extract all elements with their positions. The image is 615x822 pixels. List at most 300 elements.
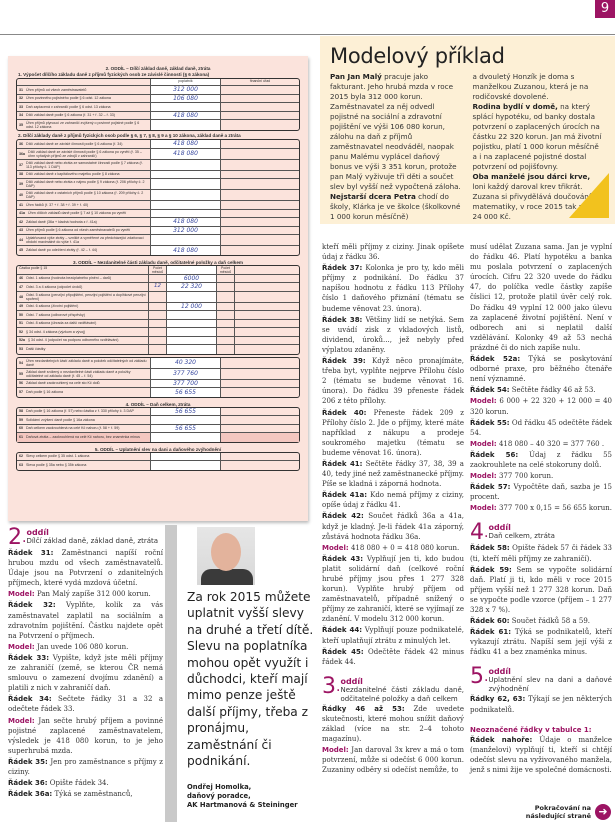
paragraph-text: Vyplňují pouze podnikatelé, kteří uplatňují ztrátu z minulých let. [322, 626, 464, 645]
row-number: 55 [19, 371, 23, 376]
row-paragraph [470, 354, 612, 384]
row-value: 312 000 [151, 227, 221, 235]
form-row [17, 337, 299, 346]
row-value [151, 235, 221, 245]
section-3-heading: 3 . oddíl Nezdanitelné části základu daně, odčitatelné položky a daň celkem [322, 673, 464, 703]
form-box-3 [16, 265, 300, 355]
form-row [17, 171, 299, 180]
row-months [149, 328, 167, 336]
form-row [17, 227, 299, 236]
form-row [17, 160, 299, 171]
row-value [151, 120, 221, 130]
row-label [17, 120, 151, 130]
row-office-value [221, 380, 299, 388]
paragraph-text: Vypište, když jste měli příjmy ze zahraničí (země, se kterou ČR nemá smlouvu o zamezení dvojímu zdanění) a platili z nich v zahraničí daň. [8, 653, 163, 693]
form-row [17, 275, 299, 284]
section-title: Nezdanitelné části základu daně, odčitatelné položky a daň celkem [340, 685, 464, 703]
row-description: Dílčí základ daně ze závislé činnosti podle § 6 zákona (ř. 34) [26, 141, 123, 146]
section-title: Daň celkem, ztráta [488, 532, 555, 541]
author-role: daňový poradce, [187, 792, 251, 800]
model-col-1 [330, 72, 463, 222]
paragraph-text: Jan daroval 3x krev a má o tom potvrzení, může si odečíst 6 000 korun. Zuzaniny odběry si odečíst nemůže, to [322, 746, 464, 775]
form-row [17, 179, 299, 190]
row-number: 58 [19, 409, 23, 414]
form-row [17, 408, 299, 417]
row-office-value [235, 320, 299, 328]
row-months-2 [217, 337, 235, 345]
row-office-value [235, 303, 299, 311]
form-row [17, 120, 299, 130]
row-label [17, 149, 151, 159]
row-office-value [221, 433, 299, 442]
row-label: Řádek 60: [470, 617, 510, 626]
row-label [17, 380, 151, 388]
row-months [149, 292, 167, 302]
row-office-value [235, 275, 299, 283]
form-box-1 [16, 78, 300, 131]
row-paragraph [322, 704, 464, 744]
row-office-value [221, 86, 299, 94]
row-months-2 [217, 303, 235, 311]
row-description: Dílčí základ daně nebo ztráta z nájmu podle § 9 zákona (ř. 206 přílohy č. 2 DAP) [26, 180, 145, 188]
paragraph-text: Údaje o manželce (manželovi) vyplňují ti, kteří si chtějí odečíst slevu na vyživovaného manžela, jenž s nimi žije ve společné domácnosti. [470, 735, 612, 775]
article-column-1 [8, 525, 163, 800]
row-paragraph [322, 647, 464, 667]
row-value: 377 760 [151, 369, 221, 379]
model-title: Modelový příklad [330, 44, 505, 68]
form-row [17, 112, 299, 121]
row-label [17, 358, 151, 368]
row-value [167, 345, 217, 354]
model-paragraph [8, 589, 163, 599]
form-row [17, 425, 299, 434]
row-label: Řádek 58: [470, 544, 510, 553]
model-paragraph [330, 192, 463, 222]
row-number: 45 [19, 248, 23, 253]
section-label: oddíl [488, 523, 511, 533]
paragraph-text: 377 700 korun. [496, 472, 554, 481]
row-label [17, 320, 149, 328]
row-number: 41a [19, 211, 25, 216]
form-row [17, 95, 299, 104]
row-description: Základ daně (36a + kladná hodnota z ř. 41a) [26, 219, 97, 224]
form-section-3-title: 3. ODDÍL – Nezdanitelné části základu daně, odčitatelné položky a daň celkem [73, 259, 243, 265]
form-row [17, 103, 299, 112]
row-months [149, 311, 167, 319]
row-value [167, 320, 217, 328]
model-lead: Nejstarší dcera Petra [330, 192, 416, 201]
row-months-2 [217, 292, 235, 302]
row-label: Řádek 36a: [8, 790, 53, 799]
row-months-2 [217, 320, 235, 328]
model-label: Model: [8, 716, 35, 725]
row-label: Řádek 54: [470, 386, 510, 395]
row-label [17, 218, 151, 226]
row-number: 52 [19, 329, 23, 334]
row-label [17, 345, 149, 354]
paragraph-text: Odečtěte řádek 42 minus řádek 44. [322, 647, 464, 666]
form-row [17, 140, 299, 149]
paragraph-text: Pan Malý zapíše 312 000 korun. [34, 590, 151, 599]
row-value [151, 190, 221, 200]
form-row [17, 320, 299, 329]
row-description: Dílčí základ daně z ostatních příjmů podle § 10 zákona (ř. 209 přílohy č. 2 DAP) [26, 191, 144, 199]
row-months [149, 345, 167, 354]
row-label [17, 210, 151, 218]
row-description: Úhrn příjmů plynoucí ze zahraničí zvýšený o povinné pojistné podle § 6 odst. 12 zákona [26, 121, 140, 129]
row-number: 40 [19, 193, 23, 197]
row-office-value [221, 461, 299, 470]
paragraph-text: Sečtěte řádky 46 až 53. [509, 386, 596, 395]
row-label: Řádek 44: [322, 626, 363, 635]
row-office-value [221, 210, 299, 218]
paragraph-text: Kolonka je pro ty, kdo měli příjmy z podnikání. Do řádku 37 napíšou hodnotu z řádku 113 Přílohy číslo 1 daňového přiznání (tématu se budeme věnovat 23. února). [322, 264, 464, 313]
paragraph-text: Vypočtěte daň, sazba je 15 procent. [470, 483, 612, 502]
model-text: na který splácí hypotéku, od banky dostala potvrzení o zaplacených úrocích na částku 22 320 korun. Jan má životní pojistku, platí 1 000 korun měsíčně a i na zaplacené pojistné dostal potvrzení od pojišťovny. [472, 102, 602, 171]
row-value: 22 320 [167, 283, 217, 291]
row-description: Odst. 3 a 4 zákona (odpočet úroků) [26, 284, 83, 289]
model-label: Model: [470, 504, 497, 513]
row-label [17, 303, 149, 311]
row-description: Dílčí základ daně nebo ztráta ze samostatné činnosti podle § 7 zákona (ř. 113 přílohy č. 1 DAP) [26, 160, 143, 169]
tax-form-image [8, 56, 308, 521]
model-label: Model: [470, 439, 497, 448]
row-number: 47 [19, 284, 23, 289]
row-description: Odst. 5 zákona (penzijní připojištění, penzijní pojištění a doplňkové penzijní spoření) [26, 292, 146, 301]
paragraph-text: Jan sečte hrubý příjem a povinné pojistné zaplacené zaměstnavatelem, výsledek je 418 080 korun, to je jeho superhrubá mzda. [8, 716, 163, 755]
row-paragraph [8, 600, 163, 640]
model-text: chodí do školy, Klárka je ve školce (školkovné 1 000 korun měsíčně) [330, 192, 461, 221]
row-label: Řádek 61: [470, 628, 512, 637]
row-label [17, 283, 149, 291]
row-label [17, 433, 151, 442]
model-paragraph [473, 102, 606, 172]
row-office-value [221, 171, 299, 179]
row-value: 312 000 [151, 86, 221, 94]
row-label [17, 461, 151, 470]
model-paragraph [470, 503, 612, 513]
row-description: Odst. 1 zákona (hodnota bezúplatného plnění – darů) [26, 276, 112, 281]
row-paragraph [470, 565, 612, 615]
row-number: 36a [19, 151, 25, 156]
row-number: 44 [19, 238, 23, 242]
row-description: Úhrn příjmů podle § 6 zákona od všech zaměstnavatelů po vynětí [26, 228, 131, 233]
row-months-2 [217, 283, 235, 291]
folded-corner-decoration [569, 173, 609, 218]
col-office: finanční úřad [249, 79, 271, 83]
paragraph-text: Většiny lidí se netýká. Sem se uvádí zisk z vkladových listů, dividend, úroků..., jež nebyly před výplatou zdaněny. [322, 315, 464, 354]
paragraph-text: Jan uvede 106 080 korun. [34, 642, 129, 651]
form-row [17, 218, 299, 227]
row-months [149, 303, 167, 311]
model-label: Model: [322, 746, 349, 755]
model-paragraph [8, 716, 163, 756]
row-office-value [221, 179, 299, 189]
form-row [17, 328, 299, 337]
row-label: Řádek 57: [470, 483, 511, 492]
row-office-value [221, 408, 299, 416]
row-value: 40 320 [151, 358, 221, 368]
paragraph-text: musí udělat Zuzana sama. Jan je vyplní do řádku 46. Platí hypotéku a banka mu poslala potvrzení o zaplacených úrocích. Cifru 22 320 uvede do řádku 47, do políčka vedle částky zapíše číslici 12, protože platil úvěr celý rok. Do řádku 49 vyplní 12 000 jako úlevu za zaplacené životní pojištění. Není v odborech ani si neplatil další vzdělávání. Kolonky 49 až 53 nechá prázdné či do nich zapíše nulu. [470, 243, 612, 352]
model-lead: Rodina bydlí v domě, [472, 102, 558, 111]
page-number: 9 [595, 0, 615, 18]
row-number: 49 [19, 304, 23, 309]
row-paragraph [322, 511, 464, 541]
row-office-value [235, 337, 299, 345]
form-row [17, 86, 299, 95]
row-label [17, 425, 151, 433]
paragraph-text: Přeneste řádek 209 z Přílohy číslo 2. Jde o příjmy, které máte například z nákupu a prodeje soukromého majetku (tématu se budeme věnovat 16. února). [322, 408, 465, 457]
row-value [151, 461, 221, 470]
row-number: 31 [19, 87, 23, 92]
row-number: 59 [19, 417, 23, 422]
paragraph-text: Týkají se jen některých podnikatelů. [470, 695, 612, 714]
form-row [17, 246, 299, 255]
model-text: a dvouletý Honzík je doma s manželkou Zuzanou, která je na rodičovské dovolené. [472, 72, 589, 101]
row-number: 62 [19, 454, 23, 459]
form-box-5 [16, 452, 300, 471]
row-value: 56 655 [151, 388, 221, 397]
paragraph-text: Opište řádek 57 či řádek 33 (ti, kteří měli příjmy ze zahraničí). [470, 544, 612, 563]
section-2-heading: 2 . oddíl Dílčí základ daně, základ daně, ztráta [8, 525, 159, 550]
model-paragraph [473, 72, 606, 102]
form-row [17, 453, 299, 462]
form-row [17, 190, 299, 201]
row-paragraph [322, 263, 464, 313]
form-row [17, 345, 299, 354]
form-row [17, 283, 299, 292]
row-number: 56 [19, 381, 23, 386]
row-paragraph [470, 543, 612, 563]
row-description: Základ daně po odečtení ztráty (ř. 42 – ř. 44) [26, 248, 98, 253]
row-number: 35 [19, 123, 23, 127]
paragraph-text: 418 080 + 0 = 418 080 korun. [348, 543, 460, 552]
row-value [151, 201, 221, 209]
row-description: Slevy celkem podle § 35 odst. 1 zákona [26, 454, 90, 459]
row-number: 60 [19, 426, 23, 431]
row-description: Odst. 6 zákona (životní pojištění) [26, 304, 79, 309]
row-paragraph [470, 482, 612, 502]
row-value [151, 453, 221, 461]
col-count-2: Počet měsíců [217, 266, 235, 274]
row-paragraph [8, 694, 163, 714]
form-box-4 [16, 407, 300, 443]
row-months-2 [217, 328, 235, 336]
row-description: Uplatňovaná výše ztráty – vzniklé a vyměřené za předcházející zdaňovací období maximálně do výše ř. 41a [26, 236, 144, 244]
row-label [17, 311, 149, 319]
row-paragraph [322, 625, 464, 645]
author-org: AK Hartmanová & Steininger [187, 801, 298, 809]
paragraph-text: Kdo nemá příjmy z ciziny, opíše údaj z řádku 41. [322, 491, 464, 510]
row-label [17, 171, 151, 179]
row-office-value [221, 388, 299, 397]
model-label: Model: [8, 642, 35, 651]
row-paragraph [8, 548, 163, 588]
section-number: 2 [8, 525, 22, 550]
row-office-value [221, 103, 299, 111]
row-number: 63 [19, 463, 23, 468]
row-label: Řádky 46 až 53: [322, 704, 405, 713]
row-paragraph [470, 450, 612, 470]
row-value: 56 655 [151, 408, 221, 416]
paragraph-text: kteří měli příjmy z ciziny. Jinak opíšete údaj z řádku 36. [322, 243, 464, 262]
row-office-value [221, 246, 299, 255]
row-label [17, 369, 151, 379]
paragraph-text: Součet řádků 58 a 59. [509, 617, 590, 626]
row-description: § 34 odst. 4 zákona (výzkum a vývoj) [26, 329, 86, 334]
row-description: Úhrn povinného pojistného podle § 6 odst. 12 zákona [26, 96, 111, 101]
row-number: 52a [19, 338, 25, 343]
row-paragraph [8, 653, 163, 693]
row-description: Daň zaplacená v zahraničí podle § 6 odst. 13 zákona [26, 104, 111, 109]
row-label: Řádek 41a: [322, 491, 368, 500]
model-paragraph [470, 471, 612, 481]
row-label: Řádky 62, 63: [470, 695, 526, 704]
continue-link[interactable] [501, 804, 611, 820]
row-value: 106 080 [151, 95, 221, 103]
row-paragraph [470, 735, 612, 775]
quote-bar [165, 525, 177, 822]
model-label: Model: [322, 543, 349, 552]
row-label: Řádek 52a: [470, 355, 521, 364]
row-months [149, 320, 167, 328]
row-value [151, 179, 221, 189]
form-row [17, 292, 299, 303]
row-number: 34 [19, 113, 23, 118]
form-row [17, 358, 299, 369]
paragraph-text: Zaměstnanci napíší roční hrubou mzdu od všech zaměstnavatelů. Údaje jsou na Potvrzení o zdanitelných příjmech, které vydá mzdová účetní. [8, 549, 163, 588]
row-months: 12 [149, 283, 167, 291]
row-months-2 [217, 311, 235, 319]
col-taxpayer: poplatník [151, 79, 221, 85]
row-office-value [221, 149, 299, 159]
row-office-value [221, 358, 299, 368]
row-description: Úhrn příjmů od všech zaměstnavatelů [26, 87, 87, 92]
row-label: Řádek 45: [322, 647, 364, 656]
form-row [17, 210, 299, 219]
row-number: 37 [19, 162, 23, 167]
row-description: Dílčí základ daně ze závislé činnosti podle § 6 zákona po vynětí (ř. 35 – úhrn vyňatých příjmů ze zdrojů v zahraničí) [28, 149, 142, 158]
row-number: 48 [19, 294, 23, 299]
row-office-value [221, 120, 299, 130]
model-paragraph [470, 396, 612, 416]
form-box-3b [16, 357, 300, 398]
row-office-value [235, 283, 299, 291]
row-value [151, 433, 221, 442]
row-description: Daňová ztráta – zaokrouhlená na celé Kč nahoru, bez znaménka minus [26, 435, 140, 440]
section-number: 3 [322, 673, 336, 699]
section-number: 4 [470, 520, 484, 546]
article-column-2 [322, 242, 464, 777]
row-number: 33 [19, 104, 23, 109]
row-paragraph [470, 616, 612, 626]
row-value [167, 337, 217, 345]
row-number: 61 [19, 435, 23, 440]
paragraph-text: Týká se zaměstnanců, [52, 790, 133, 799]
section-title: Uplatnění slev na dani a daňové zvýhodnění [488, 676, 612, 694]
row-label: Řádek 56: [470, 450, 519, 459]
unmarked-rows-heading: Neoznačené řádky v tabulce 1: [470, 725, 592, 734]
model-paragraph [330, 72, 463, 192]
row-number: 51 [19, 321, 23, 326]
form-section-5-title: 5. ODDÍL – Uplatnění slev na dani a daňového zvýhodnění [94, 446, 222, 452]
article-column-3 [470, 242, 612, 776]
continue-text: Pokračování na následující straně [525, 804, 591, 820]
model-label: Model: [8, 590, 35, 599]
model-paragraph [322, 745, 464, 775]
row-label: Řádek 36: [8, 779, 48, 788]
arrow-right-icon: ➜ [595, 804, 611, 820]
row-label [17, 328, 149, 336]
row-label [17, 275, 149, 283]
row-months-2 [217, 275, 235, 283]
model-example-box [320, 36, 615, 224]
row-value [151, 416, 221, 424]
row-label [17, 453, 151, 461]
row-description: Úhrn řádků (ř. 37 + ř. 38 + ř. 39 + ř. 40) [26, 202, 89, 207]
paragraph-text: Opište řádek 34. [47, 779, 109, 788]
row-paragraph [8, 778, 163, 788]
row-value [167, 328, 217, 336]
row-description: Úhrn dílčích základů daně podle § 7 až § 10 zákona po vynětí [28, 211, 127, 216]
row-office-value [235, 328, 299, 336]
form-row [17, 311, 299, 320]
row-office-value [235, 292, 299, 302]
model-paragraph [322, 543, 464, 553]
quote-author [187, 783, 298, 810]
row-office-value [221, 218, 299, 226]
row-value [151, 160, 221, 170]
row-value [151, 171, 221, 179]
row-label [17, 227, 151, 235]
row-value: 418 080 [151, 112, 221, 120]
row-label: Řádek 40: [322, 408, 367, 417]
row-office-value [221, 140, 299, 148]
paragraph-text: Součet řádků 36a a 41a, když je kladný. Je-li řádek 41a záporný, zůstává hodnota řádku 36a. [322, 512, 464, 541]
paragraph-text: Údaj z řádku 55 zaokrouhlete na celé stokoruny dolů. [470, 450, 612, 469]
paragraph-text: Vyplňují jen ti, kdo budou platit solidární daň (celkové roční hrubé příjmy jsou přes 1 277 328 korun). Vyplňte hrubý příjem od zaměstnavatelů, případně snížený o příjmy ze zahraničí, které se vyjímají ze zdanění. V modelu 312 000 korun. [322, 554, 464, 624]
row-paragraph [470, 694, 612, 714]
row-description: Daň podle § 16 zákona (ř. 57) nebo částka z ř. 330 přílohy č. 3 DAP [26, 409, 134, 414]
form-row [17, 235, 299, 246]
row-label [17, 337, 149, 345]
row-description: § 34 odst. 4 (odpočet na podporu odborného vzdělávání) [28, 338, 119, 343]
row-value: 418 080 [151, 246, 221, 255]
row-label [17, 235, 151, 245]
row-months [149, 337, 167, 345]
row-office-value [221, 227, 299, 235]
row-description: Daň podle § 16 zákona [26, 390, 63, 395]
row-label: Řádek 31: [8, 549, 54, 557]
row-value [151, 210, 221, 218]
row-label [17, 388, 151, 397]
paragraph-text: Když něco pronajímáte, třeba byt, vyplňte nejprve Přílohu číslo 2 (tématu se budeme věnovat 16. února). Do řádku 39 přeneste řádek 206 z této přílohy. [322, 357, 464, 406]
row-paragraph [322, 408, 464, 458]
row-number: 32 [19, 96, 23, 101]
row-label: Řádek 35: [8, 757, 48, 766]
row-label: Řádek 55: [470, 418, 510, 427]
row-number: 38 [19, 172, 23, 177]
section-5-heading: 5 . oddíl Uplatnění slev na dani a daňové zvýhodnění [470, 664, 612, 694]
row-description: Daň celkem zaokrouhlená na celé Kč nahoru (ř. 58 + ř. 59) [26, 426, 120, 431]
row-label: Řádek 34: [8, 695, 52, 704]
paragraph-text: 418 080 – 40 320 = 377 760 . [496, 439, 605, 448]
row-number: 42 [19, 219, 23, 224]
row-office-value [235, 311, 299, 319]
form-row [17, 461, 299, 470]
row-months-2 [217, 345, 235, 354]
section-label: oddíl [340, 676, 363, 686]
